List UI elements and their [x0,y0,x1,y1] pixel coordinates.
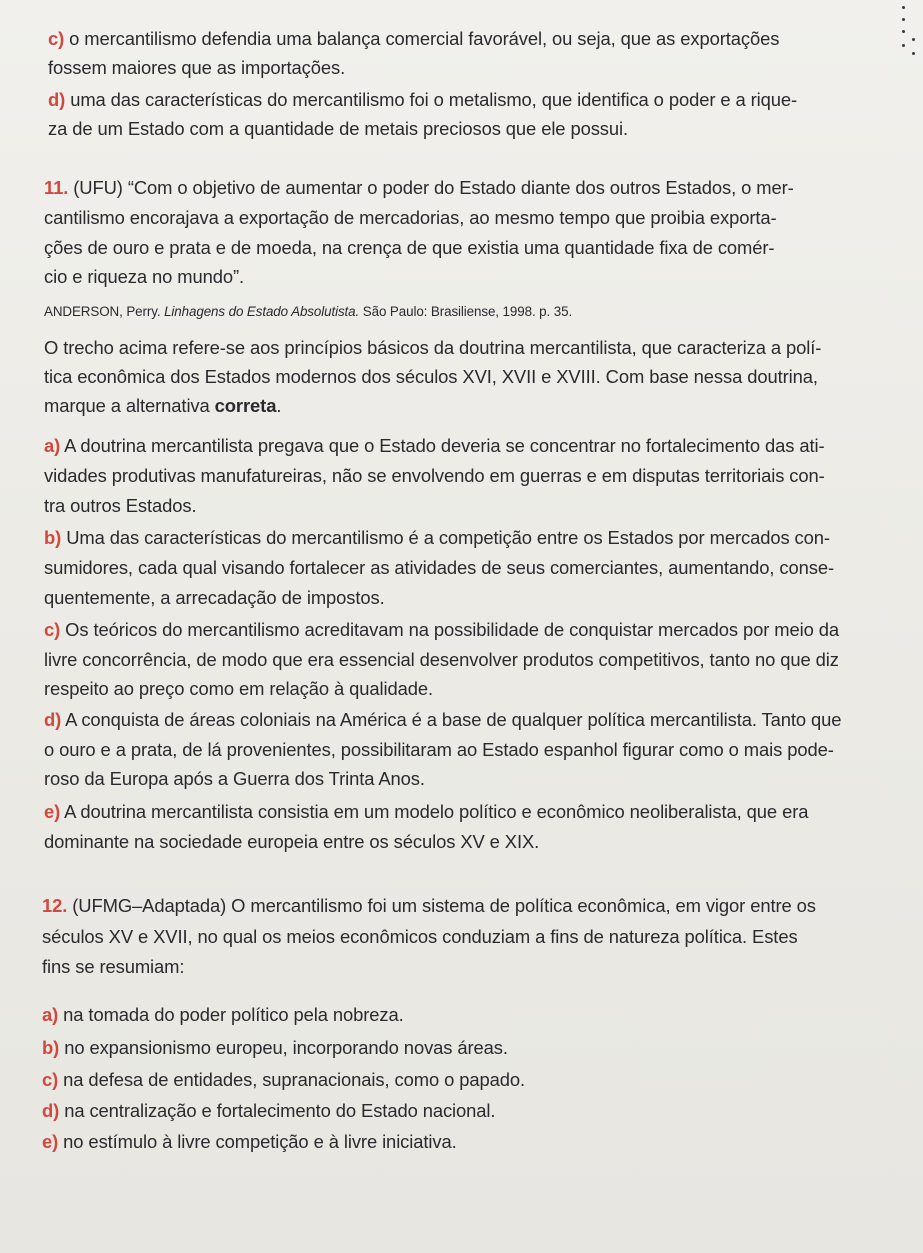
option-text: Os teóricos do mercantilismo acreditavam na possibilidade de conquistar mercados por meio da [65,619,839,640]
q11-stem [44,366,818,388]
stem-punct: . [276,395,282,416]
q11-quote-line [44,266,244,288]
q12-stem [42,926,798,948]
q11-option-d-cont [44,768,425,790]
q11-option-a-cont [44,465,825,487]
option-text: A doutrina mercantilista consistia em um modelo político e econômico neoliberalista, que era [64,801,809,822]
option-text: sumidores, cada qual visando fortalecer as atividades de seus comerciantes, aumentando, conse- [44,557,835,578]
q12-option-a [42,1004,404,1026]
emphasis-correta: correta [214,395,277,416]
citation-rest: São Paulo: Brasiliense, 1998. p. 35. [362,304,573,319]
option-label: c) [42,1069,59,1090]
q11-quote-line [44,207,777,229]
option-text: fossem maiores que as importações. [48,57,346,78]
option-text: na centralização e fortalecimento do Estado nacional. [64,1100,496,1121]
q12-option-d [42,1100,495,1122]
stem-line: marque a alternativa [44,395,210,416]
option-text: no estímulo à livre competição e à livre iniciativa. [63,1131,457,1152]
option-label: d) [42,1100,60,1121]
q11-option-b-cont [44,557,834,579]
q11-quote-line [44,237,774,259]
q11-option-e-cont [44,831,539,853]
option-text: vidades produtivas manufatureiras, não se envolvendo em guerras e em disputas territoriais con- [44,465,825,486]
option-text: tra outros Estados. [44,495,197,516]
option-text: na tomada do poder político pela nobreza. [63,1004,404,1025]
q12-option-b [42,1037,508,1059]
q11-option-a-cont [44,495,196,517]
option-text: dominante na sociedade europeia entre os séculos XV e XIX. [44,831,540,852]
q11-option-b [44,527,830,549]
citation-work: Linhagens do Estado Absolutista. [164,304,360,319]
quote-line: cio e riqueza no mundo”. [44,266,245,287]
q11-citation [44,304,572,320]
option-text: livre concorrência, de modo que era essencial desenvolver produtos competitivos, tanto no que diz [44,649,839,670]
option-text: o mercantilismo defendia uma balança comercial favorável, ou seja, que as exportações [69,28,780,49]
option-label: e) [42,1131,59,1152]
option-text: A conquista de áreas coloniais na América é a base de qualquer política mercantilista. Tanto que [65,709,842,730]
option-label: e) [44,801,61,822]
option-label: d) [44,709,62,730]
stem-line: tica econômica dos Estados modernos dos séculos XVI, XVII e XVIII. Com base nessa doutrina, [44,366,818,387]
option-text: o ouro e a prata, de lá provenientes, possibilitaram ao Estado espanhol figurar como o mais pode- [44,739,834,760]
option-text: no expansionismo europeu, incorporando novas áreas. [64,1037,508,1058]
stem-line: (UFMG–Adaptada) O mercantilismo foi um sistema de política econômica, em vigor entre os [72,895,816,916]
prev-option-c-cont [48,57,345,79]
question-number: 11. [44,177,69,198]
q11-option-b-cont [44,587,385,609]
prev-option-d [48,89,797,111]
option-text: Uma das características do mercantilismo é a competição entre os Estados por mercados con- [66,527,830,548]
q12-stem [42,956,184,978]
option-label: d) [48,89,66,110]
prev-option-c [48,28,779,50]
option-text: na defesa de entidades, supranacionais, como o papado. [63,1069,526,1090]
q11-option-d [44,709,841,731]
q11-option-e [44,801,808,823]
stem-line: O trecho acima refere-se aos princípios básicos da doutrina mercantilista, que caracteriza a polí- [44,337,822,358]
q11-stem [44,395,281,417]
q12-option-c [42,1069,525,1091]
prev-option-d-cont [48,118,628,140]
question-number: 12. [42,895,68,916]
option-text: quentemente, a arrecadação de impostos. [44,587,385,608]
q11-stem [44,337,821,359]
option-text: A doutrina mercantilista pregava que o Estado deveria se concentrar no fortalecimento das ati- [64,435,825,456]
q11-option-a [44,435,825,457]
q11-option-c-cont [44,678,433,700]
q12-option-e [42,1131,457,1153]
option-label: c) [48,28,65,49]
quote-line: cantilismo encorajava a exportação de mercadorias, ao mesmo tempo que proibia exporta- [44,207,777,228]
q12-stem [42,895,816,917]
decorative-dots [902,2,922,62]
option-text: roso da Europa após a Guerra dos Trinta Anos. [44,768,425,789]
stem-line: fins se resumiam: [42,956,185,977]
option-label: a) [44,435,61,456]
q11-option-d-cont [44,739,834,761]
option-label: c) [44,619,61,640]
q11-option-c [44,619,839,641]
option-label: a) [42,1004,59,1025]
q11-option-c-cont [44,649,839,671]
option-text: za de um Estado com a quantidade de metais preciosos que ele possui. [48,118,629,139]
option-label: b) [42,1037,60,1058]
citation-author: ANDERSON, Perry. [44,304,161,319]
option-text: respeito ao preço como em relação à qualidade. [44,678,433,699]
q11-quote [44,177,794,199]
quote-line: ções de ouro e prata e de moeda, na crença de que existia uma quantidade fixa de comér- [44,237,775,258]
quote-line: (UFU) “Com o objetivo de aumentar o poder do Estado diante dos outros Estados, o mer- [73,177,794,198]
option-text: uma das características do mercantilismo foi o metalismo, que identifica o poder e a rique- [70,89,798,110]
option-label: b) [44,527,62,548]
stem-line: séculos XV e XVII, no qual os meios econômicos conduziam a fins de natureza política. Estes [42,926,798,947]
